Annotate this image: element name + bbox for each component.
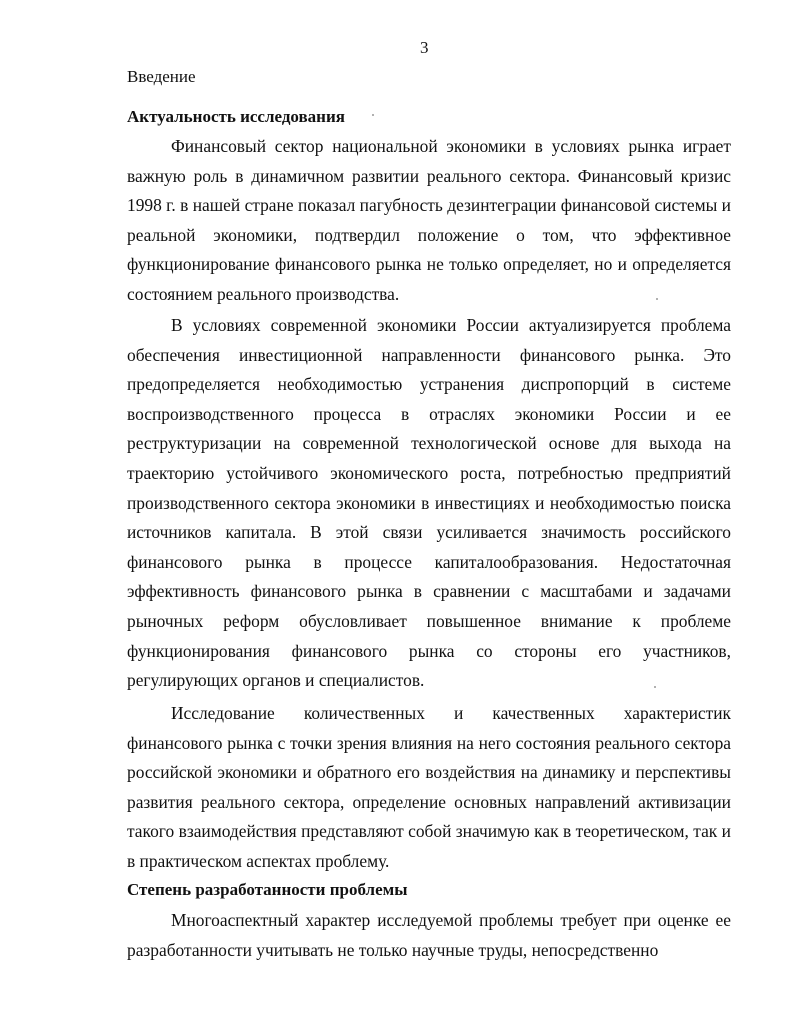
scan-speck xyxy=(656,298,658,300)
scan-speck xyxy=(372,114,374,116)
scan-speck xyxy=(654,686,656,688)
heading-relevance: Актуальность исследования xyxy=(127,107,345,126)
section-label: Введение xyxy=(127,67,196,86)
paragraph-2: В условиях современной экономики России актуализируется проблема обеспечения инвестиционной направленности финансового рынка. Это предопределяется необходимостью устранения диспропорций в системе воспроизводственного процесса в отраслях экономики России и ее реструктуризации на современной технологической основе для выхода на траекторию устойчивого экономического роста, потребностью предприятий производственного сектора экономики в инвестициях и необходимостью поиска источников капитала. В этой связи усиливается значимость российского финансового рынка в процессе капиталообразования. Недостаточная эффективность финансового рынка в сравнении с масштабами и задачами рыночных реформ обусловливает повышенное внимание к проблеме функционирования финансового рынка со стороны его участников, регулирующих органов и специалистов. xyxy=(127,315,731,691)
paragraph-1: Финансовый сектор национальной экономики в условиях рынка играет важную роль в динамичном развитии реального сектора. Финансовый кризис 1998 г. в нашей стране показал пагубность дезинтеграции финансовой системы и реальной экономики, подтвердил положение о том, что эффективное функционирование финансового рынка не только определяет, но и определяется состоянием реального производства. xyxy=(127,136,731,304)
heading-development: Степень разработанности проблемы xyxy=(127,880,408,899)
paragraph-3: Исследование количественных и качественных характеристик финансового рынка с точки зрения влияния на него состояния реального сектора российской экономики и обратного его воздействия на динамику и перспективы развития реального сектора, определение основных направлений активизации такого взаимодействия представляют собой значимую как в теоретическом, так и в практическом аспектах проблему. xyxy=(127,703,731,871)
paragraph-4: Многоаспектный характер исследуемой проблемы требует при оценке ее разработанности учитывать не только научные труды, непосредственно xyxy=(127,910,731,960)
page-number: 3 xyxy=(420,38,429,57)
